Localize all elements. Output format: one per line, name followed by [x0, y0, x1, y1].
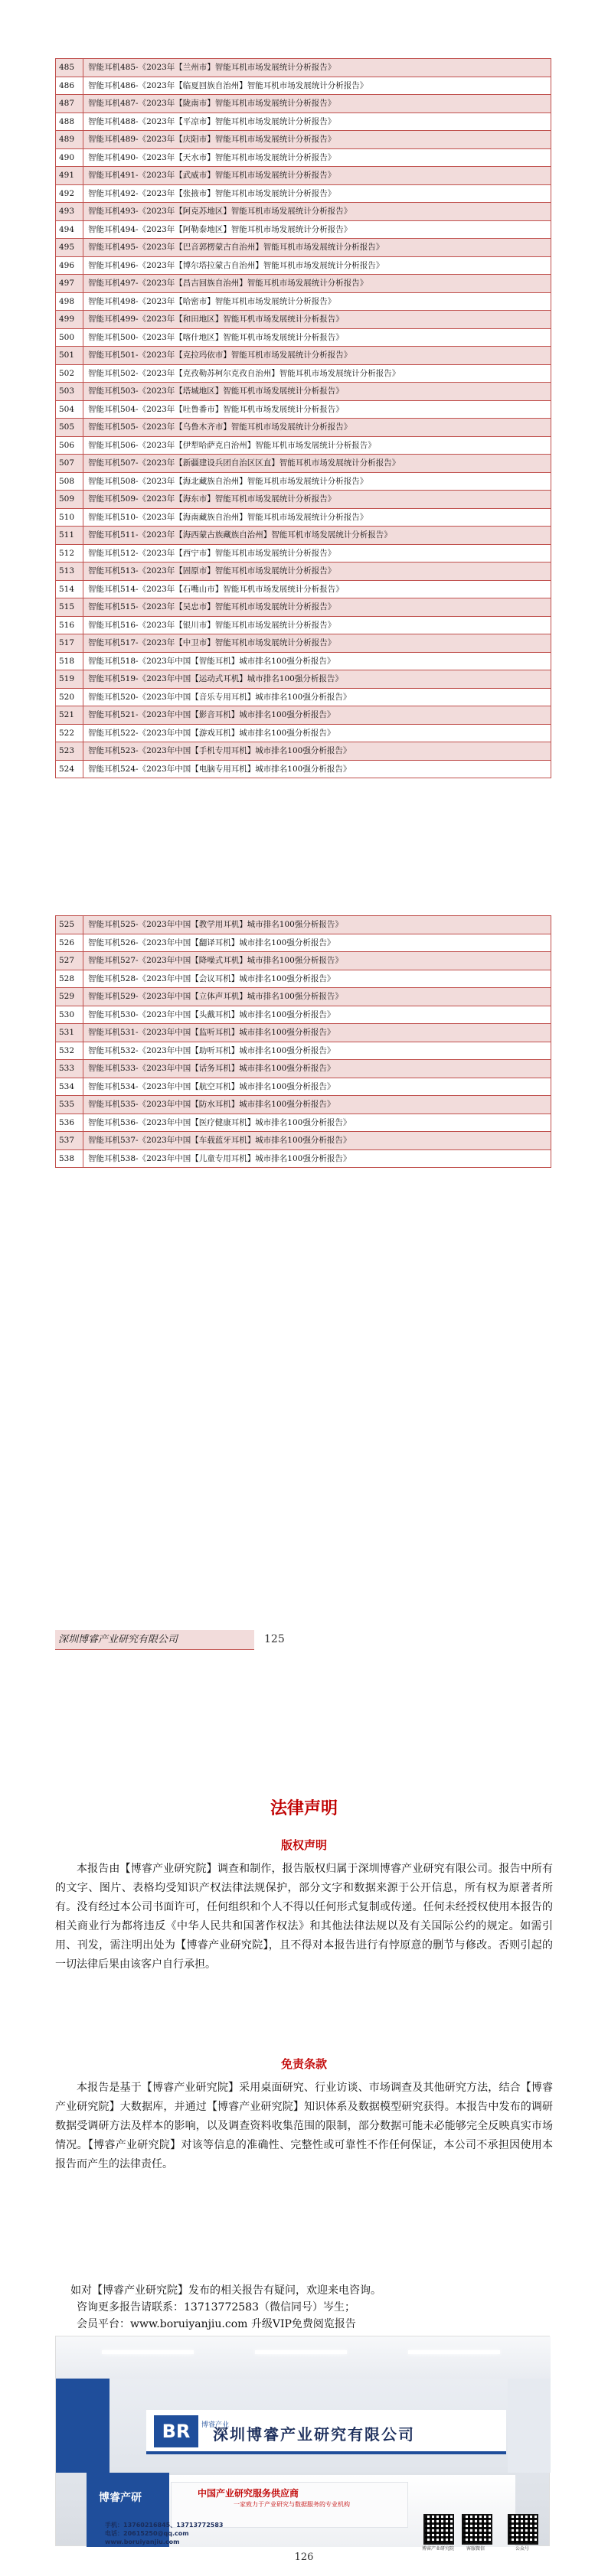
row-number: 527 [56, 952, 83, 970]
qr-label: 博睿产业研究院 [422, 2546, 455, 2552]
qr-code-icon [462, 2514, 492, 2545]
row-number: 530 [56, 1006, 83, 1024]
report-title: 智能耳机489-《2023年【庆阳市】智能耳机市场发展统计分析报告》 [83, 131, 551, 149]
wall-panel [508, 2379, 551, 2473]
table-row [56, 275, 551, 293]
report-list-table-1 [55, 58, 551, 778]
row-number: 489 [56, 131, 83, 149]
report-title: 智能耳机491-《2023年【武威市】智能耳机市场发展统计分析报告》 [83, 167, 551, 185]
report-title: 智能耳机497-《2023年【昌吉回族自治州】智能耳机市场发展统计分析报告》 [83, 275, 551, 293]
report-title: 智能耳机505-《2023年【乌鲁木齐市】智能耳机市场发展统计分析报告》 [83, 419, 551, 437]
table-row [56, 364, 551, 383]
table-row [56, 1149, 551, 1168]
report-list-body-2 [56, 916, 551, 1168]
table-row [56, 220, 551, 239]
report-list-body-1 [56, 59, 551, 778]
report-title: 智能耳机538-《2023年中国【儿童专用耳机】城市排名100强分析报告》 [83, 1149, 551, 1168]
report-title: 智能耳机520-《2023年中国【音乐专用耳机】城市排名100强分析报告》 [83, 688, 551, 706]
report-title: 智能耳机532-《2023年中国【助听耳机】城市排名100强分析报告》 [83, 1042, 551, 1060]
row-number: 500 [56, 328, 83, 347]
contact-intro: 如对【博睿产业研究院】发布的相关报告有疑问，欢迎来电咨询。 [70, 2284, 381, 2297]
report-title: 智能耳机508-《2023年【海北藏族自治州】智能耳机市场发展统计分析报告》 [83, 472, 551, 491]
table-row [56, 292, 551, 311]
row-number: 524 [56, 760, 83, 778]
report-title: 智能耳机534-《2023年中国【航空耳机】城市排名100强分析报告》 [83, 1078, 551, 1096]
row-number: 514 [56, 580, 83, 598]
photo-contact-tel: 电话：20615250@qq.com [105, 2530, 189, 2537]
report-title: 智能耳机494-《2023年【阿勒泰地区】智能耳机市场发展统计分析报告》 [83, 220, 551, 239]
table-row [56, 1006, 551, 1024]
member-platform: 会员平台：www.boruiyanjiu.com 升级VIP免费阅览报告 [77, 2318, 356, 2330]
report-title: 智能耳机499-《2023年【和田地区】智能耳机市场发展统计分析报告》 [83, 311, 551, 329]
table-row [56, 616, 551, 634]
table-row [56, 970, 551, 988]
table-row [56, 1078, 551, 1096]
report-title: 智能耳机500-《2023年【喀什地区】智能耳机市场发展统计分析报告》 [83, 328, 551, 347]
row-number: 536 [56, 1114, 83, 1132]
ceiling-light [255, 2350, 347, 2354]
report-title: 智能耳机514-《2023年【石嘴山市】智能耳机市场发展统计分析报告》 [83, 580, 551, 598]
qr-label: 客服微信 [466, 2546, 485, 2552]
row-number: 510 [56, 508, 83, 527]
row-number: 518 [56, 652, 83, 670]
table-row [56, 688, 551, 706]
report-title: 智能耳机528-《2023年中国【会议耳机】城市排名100强分析报告》 [83, 970, 551, 988]
ceiling [56, 2336, 551, 2379]
row-number: 519 [56, 670, 83, 689]
report-title: 智能耳机535-《2023年中国【防水耳机】城市排名100强分析报告》 [83, 1096, 551, 1114]
table-row [56, 760, 551, 778]
report-title: 智能耳机485-《2023年【兰州市】智能耳机市场发展统计分析报告》 [83, 59, 551, 77]
report-title: 智能耳机498-《2023年【哈密市】智能耳机市场发展统计分析报告》 [83, 292, 551, 311]
qr-code-icon [508, 2514, 538, 2545]
table-row [56, 1114, 551, 1132]
row-number: 502 [56, 364, 83, 383]
office-photo [55, 2336, 550, 2552]
report-title: 智能耳机516-《2023年【银川市】智能耳机市场发展统计分析报告》 [83, 616, 551, 634]
table-row [56, 742, 551, 761]
copyright-paragraph: 本报告由【博睿产业研究院】调查和制作，报告版权归属于深圳博睿产业研究有限公司。报告中所有的文字、图片、表格均受知识产权法律法规保护，部分文字和数据来源于公开信息，所有权为原著者所有。没有经过本公司书面许可，任何组织和个人不得以任何形式复制或传递。任何未经授权使用本报告的相关商业行为都将违反《中华人民共和国著作权法》和其他法律法规以及有关国际公约的规定。如需引用、刊发，需注明出处为【博睿产业研究院】，且不得对本报告进行有悖原意的删节与修改。否则引起的一切法律后果由该客户自行承担。 [55, 1863, 553, 1971]
company-sign-text: 深圳博睿产业研究有限公司 [213, 2425, 415, 2444]
row-number: 498 [56, 292, 83, 311]
company-logo: BR [154, 2415, 198, 2447]
table-row [56, 508, 551, 527]
table-row [56, 1024, 551, 1042]
row-number: 488 [56, 112, 83, 131]
desk-blue-label: 博睿产研 [99, 2492, 142, 2504]
table-row [56, 436, 551, 455]
report-title: 智能耳机527-《2023年中国【降噪式耳机】城市排名100强分析报告》 [83, 952, 551, 970]
row-number: 516 [56, 616, 83, 634]
row-number: 526 [56, 934, 83, 952]
table-row [56, 562, 551, 581]
table-row [56, 472, 551, 491]
table-row [56, 167, 551, 185]
report-title: 智能耳机531-《2023年中国【监听耳机】城市排名100强分析报告》 [83, 1024, 551, 1042]
table-row [56, 934, 551, 952]
photo-contact-phone: 手机：13760216845、13713772583 [105, 2522, 224, 2529]
report-title: 智能耳机519-《2023年中国【运动式耳机】城市排名100强分析报告》 [83, 670, 551, 689]
table-row [56, 1132, 551, 1150]
report-title: 智能耳机537-《2023年中国【车载蓝牙耳机】城市排名100强分析报告》 [83, 1132, 551, 1150]
table-row [56, 203, 551, 221]
qr-label: 公众号 [515, 2546, 530, 2552]
report-title: 智能耳机517-《2023年【中卫市】智能耳机市场发展统计分析报告》 [83, 634, 551, 653]
row-number: 520 [56, 688, 83, 706]
report-title: 智能耳机510-《2023年【海南藏族自治州】智能耳机市场发展统计分析报告》 [83, 508, 551, 527]
footer-company-name: 深圳博睿产业研究有限公司 [55, 1630, 254, 1650]
report-title: 智能耳机507-《2023年【新疆建设兵团自治区区直】智能耳机市场发展统计分析报告》 [83, 455, 551, 473]
desk-subtitle: 一家致力于产业研究与数据服务的专业机构 [234, 2501, 350, 2508]
row-number: 522 [56, 724, 83, 742]
report-title: 智能耳机495-《2023年【巴音郭楞蒙古自治州】智能耳机市场发展统计分析报告》 [83, 239, 551, 257]
table-row [56, 419, 551, 437]
report-title: 智能耳机501-《2023年【克拉玛依市】智能耳机市场发展统计分析报告》 [83, 347, 551, 365]
row-number: 503 [56, 383, 83, 401]
row-number: 521 [56, 706, 83, 725]
legal-statement-title: 法律声明 [270, 1798, 338, 1818]
table-row [56, 59, 551, 77]
row-number: 513 [56, 562, 83, 581]
logo-tagline: 博睿产业 [201, 2421, 230, 2429]
row-number: 505 [56, 419, 83, 437]
report-title: 智能耳机518-《2023年中国【智能耳机】城市排名100强分析报告》 [83, 652, 551, 670]
table-row [56, 400, 551, 419]
row-number: 525 [56, 916, 83, 934]
ceiling-light [102, 2350, 194, 2354]
report-title: 智能耳机522-《2023年中国【游戏耳机】城市排名100强分析报告》 [83, 724, 551, 742]
report-title: 智能耳机493-《2023年【阿克苏地区】智能耳机市场发展统计分析报告》 [83, 203, 551, 221]
report-title: 智能耳机512-《2023年【西宁市】智能耳机市场发展统计分析报告》 [83, 544, 551, 562]
row-number: 506 [56, 436, 83, 455]
row-number: 504 [56, 400, 83, 419]
report-title: 智能耳机504-《2023年【吐鲁番市】智能耳机市场发展统计分析报告》 [83, 400, 551, 419]
row-number: 493 [56, 203, 83, 221]
row-number: 487 [56, 95, 83, 113]
row-number: 497 [56, 275, 83, 293]
table-row [56, 706, 551, 725]
table-row [56, 1096, 551, 1114]
table-row [56, 328, 551, 347]
report-title: 智能耳机533-《2023年中国【话务耳机】城市排名100强分析报告》 [83, 1060, 551, 1078]
row-number: 531 [56, 1024, 83, 1042]
report-title: 智能耳机506-《2023年【伊犁哈萨克自治州】智能耳机市场发展统计分析报告》 [83, 436, 551, 455]
row-number: 492 [56, 184, 83, 203]
row-number: 496 [56, 256, 83, 275]
report-title: 智能耳机490-《2023年【天水市】智能耳机市场发展统计分析报告》 [83, 148, 551, 167]
table-row [56, 112, 551, 131]
table-row [56, 652, 551, 670]
table-row [56, 634, 551, 653]
qr-code-icon [423, 2514, 454, 2545]
table-row [56, 256, 551, 275]
report-title: 智能耳机511-《2023年【海西蒙古族藏族自治州】智能耳机市场发展统计分析报告》 [83, 527, 551, 545]
report-list-table-2 [55, 915, 551, 1168]
row-number: 528 [56, 970, 83, 988]
row-number: 494 [56, 220, 83, 239]
row-number: 501 [56, 347, 83, 365]
table-row [56, 952, 551, 970]
table-row [56, 598, 551, 617]
table-row [56, 311, 551, 329]
row-number: 485 [56, 59, 83, 77]
table-row [56, 95, 551, 113]
contact-phone: 咨询更多报告请联系：13713772583（微信同号）岑生； [77, 2301, 355, 2314]
report-title: 智能耳机488-《2023年【平凉市】智能耳机市场发展统计分析报告》 [83, 112, 551, 131]
row-number: 486 [56, 77, 83, 95]
table-row [56, 148, 551, 167]
row-number: 533 [56, 1060, 83, 1078]
ceiling-light [408, 2350, 500, 2354]
row-number: 511 [56, 527, 83, 545]
table-row [56, 1060, 551, 1078]
row-number: 512 [56, 544, 83, 562]
table-row [56, 580, 551, 598]
table-row [56, 455, 551, 473]
row-number: 509 [56, 491, 83, 509]
report-title: 智能耳机521-《2023年中国【影音耳机】城市排名100强分析报告》 [83, 706, 551, 725]
row-number: 515 [56, 598, 83, 617]
table-row [56, 988, 551, 1006]
desk-title: 中国产业研究服务供应商 [198, 2488, 299, 2499]
row-number: 532 [56, 1042, 83, 1060]
copyright-heading: 版权声明 [280, 1838, 327, 1852]
table-row [56, 670, 551, 689]
report-title: 智能耳机515-《2023年【吴忠市】智能耳机市场发展统计分析报告》 [83, 598, 551, 617]
row-number: 490 [56, 148, 83, 167]
row-number: 529 [56, 988, 83, 1006]
report-title: 智能耳机503-《2023年【塔城地区】智能耳机市场发展统计分析报告》 [83, 383, 551, 401]
table-row [56, 77, 551, 95]
table-row [56, 544, 551, 562]
report-title: 智能耳机530-《2023年中国【头戴耳机】城市排名100强分析报告》 [83, 1006, 551, 1024]
row-number: 537 [56, 1132, 83, 1150]
table-row [56, 347, 551, 365]
report-title: 智能耳机523-《2023年中国【手机专用耳机】城市排名100强分析报告》 [83, 742, 551, 761]
row-number: 495 [56, 239, 83, 257]
report-title: 智能耳机502-《2023年【克孜勒苏柯尔克孜自治州】智能耳机市场发展统计分析报告》 [83, 364, 551, 383]
report-title: 智能耳机487-《2023年【陇南市】智能耳机市场发展统计分析报告》 [83, 95, 551, 113]
row-number: 517 [56, 634, 83, 653]
report-title: 智能耳机492-《2023年【张掖市】智能耳机市场发展统计分析报告》 [83, 184, 551, 203]
disclaimer-paragraph: 本报告是基于【博睿产业研究院】采用桌面研究、行业访谈、市场调查及其他研究方法，结合【博睿产业研究院】大数据库，并通过【博睿产业研究院】知识体系及数据模型研究获得。本报告中发布的调研数据受调研方法及样本的影响，以及调查资料收集范围的限制，部分数据可能未必能够完全反映真实市场情况。【博睿产业研究院】对该等信息的准确性、完整性或可靠性不作任何保证，本公司不承担因使用本报告而产生的法律责任。 [55, 2082, 553, 2170]
report-title: 智能耳机513-《2023年【固原市】智能耳机市场发展统计分析报告》 [83, 562, 551, 581]
report-title: 智能耳机509-《2023年【海东市】智能耳机市场发展统计分析报告》 [83, 491, 551, 509]
report-title: 智能耳机536-《2023年中国【医疗健康耳机】城市排名100强分析报告》 [83, 1114, 551, 1132]
photo-contact-web: www.boruiyanjiu.com [105, 2539, 180, 2545]
table-row [56, 527, 551, 545]
table-row [56, 184, 551, 203]
table-row [56, 916, 551, 934]
table-row [56, 383, 551, 401]
table-row [56, 239, 551, 257]
photo-contact-info [105, 2521, 223, 2546]
table-row [56, 491, 551, 509]
table-row [56, 724, 551, 742]
report-title: 智能耳机525-《2023年中国【教学用耳机】城市排名100强分析报告》 [83, 916, 551, 934]
row-number: 535 [56, 1096, 83, 1114]
blue-wall-panel [56, 2379, 110, 2473]
row-number: 507 [56, 455, 83, 473]
report-title: 智能耳机524-《2023年中国【电脑专用耳机】城市排名100强分析报告》 [83, 760, 551, 778]
row-number: 538 [56, 1149, 83, 1168]
report-title: 智能耳机526-《2023年中国【翻译耳机】城市排名100强分析报告》 [83, 934, 551, 952]
page-number: 126 [294, 2552, 314, 2563]
row-number: 499 [56, 311, 83, 329]
row-number: 534 [56, 1078, 83, 1096]
disclaimer-heading: 免责条款 [280, 2057, 327, 2071]
report-title: 智能耳机486-《2023年【临夏回族自治州】智能耳机市场发展统计分析报告》 [83, 77, 551, 95]
page-number: 125 [264, 1633, 285, 1645]
row-number: 523 [56, 742, 83, 761]
table-row [56, 131, 551, 149]
row-number: 491 [56, 167, 83, 185]
table-row [56, 1042, 551, 1060]
report-title: 智能耳机496-《2023年【博尔塔拉蒙古自治州】智能耳机市场发展统计分析报告》 [83, 256, 551, 275]
row-number: 508 [56, 472, 83, 491]
report-title: 智能耳机529-《2023年中国【立体声耳机】城市排名100强分析报告》 [83, 988, 551, 1006]
